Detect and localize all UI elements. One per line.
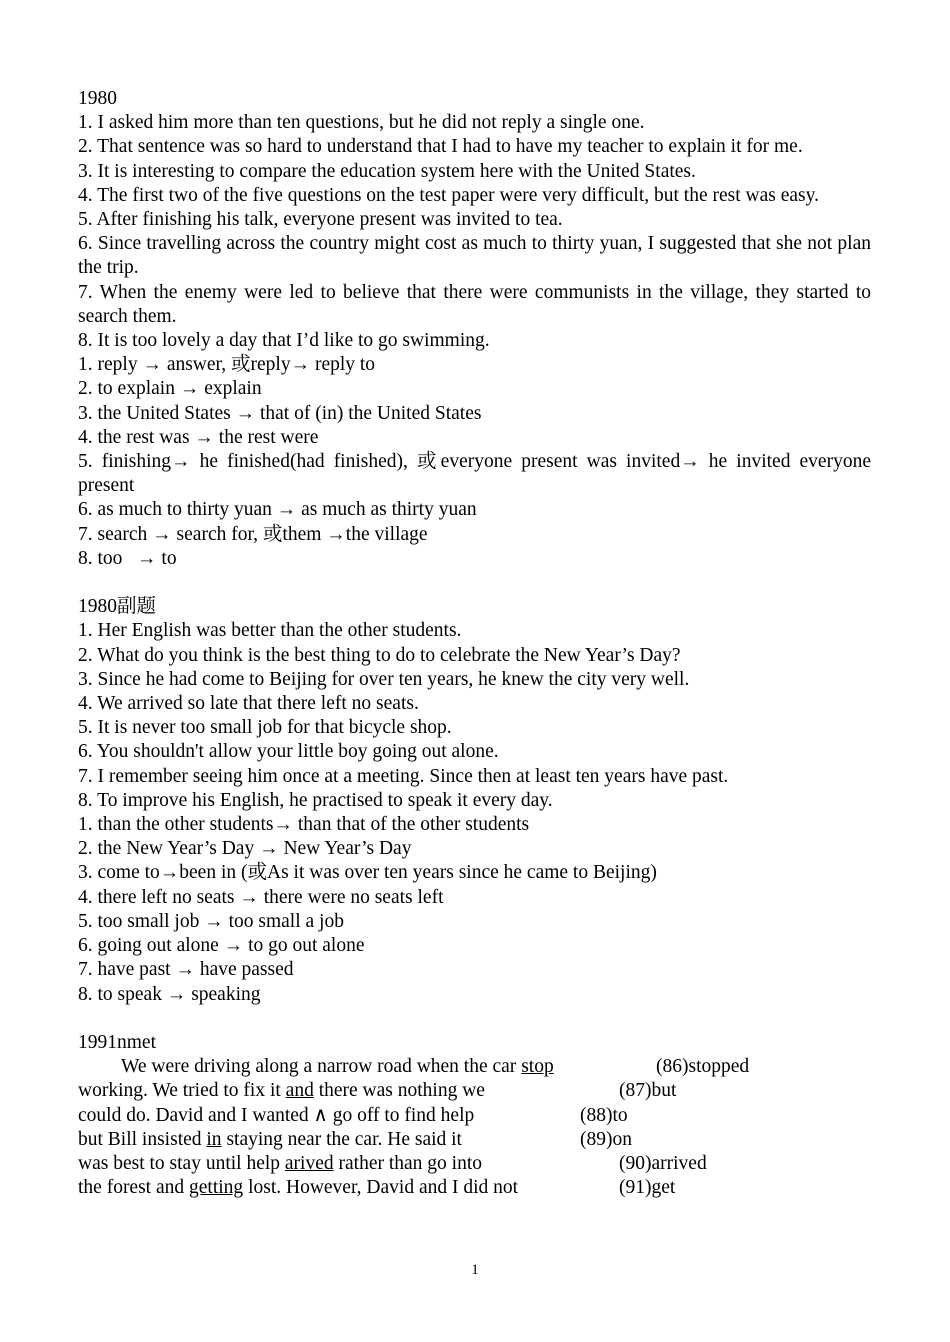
question-item: 7. When the enemy were led to believe that there were communists in the village, they started to search them. bbox=[78, 281, 871, 327]
error-word: getting bbox=[189, 1177, 244, 1199]
section-heading-1980: 1980 bbox=[78, 88, 117, 109]
error-word: arived bbox=[284, 1152, 334, 1174]
question-item: 5. After finishing his talk, everyone present was invited to tea. bbox=[78, 209, 563, 231]
line-text: rather than go into bbox=[333, 1152, 483, 1174]
answer-item: 2. to explain → explain bbox=[78, 378, 262, 400]
proofread-line bbox=[78, 1152, 871, 1176]
answer-item: 5. finishing→ he finished(had finished), 或everyone present was invited→ he invited everyone present bbox=[78, 451, 871, 497]
section-gap bbox=[78, 1007, 871, 1031]
answer-item: 5. too small job → too small a job bbox=[78, 910, 344, 932]
section-heading-1991nmet: 1991nmet bbox=[78, 1031, 156, 1053]
correction: (87)but bbox=[619, 1080, 677, 1102]
proofread-line bbox=[78, 1104, 871, 1128]
answer-item: 2. the New Year’s Day → New Year’s Day bbox=[78, 838, 412, 860]
error-word: and bbox=[285, 1080, 314, 1102]
question-item: 4. We arrived so late that there left no seats. bbox=[78, 693, 419, 715]
answer-item: 4. there left no seats → there were no seats left bbox=[78, 886, 444, 908]
answer-item: 6. as much to thirty yuan → as much as thirty yuan bbox=[78, 499, 477, 521]
line-text: the forest and bbox=[78, 1177, 190, 1199]
correction: (89)on bbox=[580, 1128, 632, 1150]
correction: (86)stopped bbox=[656, 1056, 750, 1078]
line-text: could do. David and I wanted ∧ go off to find help bbox=[78, 1104, 475, 1126]
answer-item: 6. going out alone → to go out alone bbox=[78, 935, 365, 957]
proofread-line bbox=[78, 1079, 871, 1103]
question-item: 2. What do you think is the best thing to do to celebrate the New Year’s Day? bbox=[78, 644, 681, 666]
answer-item: 7. search → search for, 或them →the village bbox=[78, 523, 428, 545]
question-item: 3. It is interesting to compare the education system here with the United States. bbox=[78, 160, 696, 182]
proofread-line bbox=[78, 1055, 871, 1079]
correction: (91)get bbox=[619, 1177, 676, 1199]
line-text: but Bill insisted bbox=[78, 1128, 207, 1150]
line-text: working. We tried to fix it bbox=[78, 1080, 286, 1102]
error-word: stop bbox=[521, 1056, 554, 1078]
line-text: there was nothing we bbox=[313, 1080, 485, 1102]
answer-item: 7. have past → have passed bbox=[78, 959, 294, 981]
question-item: 2. That sentence was so hard to understand that I had to have my teacher to explain it for me. bbox=[78, 136, 803, 158]
answer-item: 1. than the other students→ than that of the other students bbox=[78, 814, 530, 836]
question-item: 3. Since he had come to Beijing for over ten years, he knew the city very well. bbox=[78, 668, 690, 690]
proofread-line bbox=[78, 1128, 871, 1152]
correction: (90)arrived bbox=[619, 1152, 707, 1174]
question-item: 8. It is too lovely a day that I’d like to go swimming. bbox=[78, 330, 490, 352]
error-word: in bbox=[206, 1128, 222, 1150]
question-item: 1. Her English was better than the other students. bbox=[78, 620, 462, 642]
answer-item: 1. reply → answer, 或reply→ reply to bbox=[78, 354, 376, 376]
proofread-line bbox=[78, 1176, 871, 1200]
document-body bbox=[78, 87, 871, 1200]
answer-item: 3. come to→been in (或As it was over ten years since he came to Beijing) bbox=[78, 862, 657, 884]
section-gap bbox=[78, 571, 871, 595]
answer-item: 4. the rest was → the rest were bbox=[78, 426, 319, 448]
question-item: 7. I remember seeing him once at a meeting. Since then at least ten years have past. bbox=[78, 765, 729, 787]
page-number: 1 bbox=[471, 1262, 479, 1278]
question-item: 6. Since travelling across the country might cost as much to thirty yuan, I suggested that she not plan the trip. bbox=[78, 233, 871, 279]
answer-item: 3. the United States → that of (in) the United States bbox=[78, 402, 482, 424]
correction: (88)to bbox=[580, 1104, 628, 1126]
line-text: We were driving along a narrow road when the car bbox=[121, 1056, 522, 1078]
line-text: staying near the car. He said it bbox=[221, 1128, 462, 1150]
question-item: 1. I asked him more than ten questions, but he did not reply a single one. bbox=[78, 112, 645, 134]
answer-item: 8. too → to bbox=[78, 547, 177, 569]
line-text: was best to stay until help bbox=[78, 1152, 285, 1174]
question-item: 4. The first two of the five questions on the test paper were very difficult, but the rest was easy. bbox=[78, 184, 819, 206]
section-heading-1980-supplement: 1980副题 bbox=[78, 596, 157, 618]
question-item: 8. To improve his English, he practised to speak it every day. bbox=[78, 789, 553, 811]
answer-item: 8. to speak → speaking bbox=[78, 983, 261, 1005]
line-text: lost. However, David and I did not bbox=[243, 1177, 519, 1199]
question-item: 5. It is never too small job for that bicycle shop. bbox=[78, 717, 452, 739]
question-item: 6. You shouldn't allow your little boy going out alone. bbox=[78, 741, 499, 763]
